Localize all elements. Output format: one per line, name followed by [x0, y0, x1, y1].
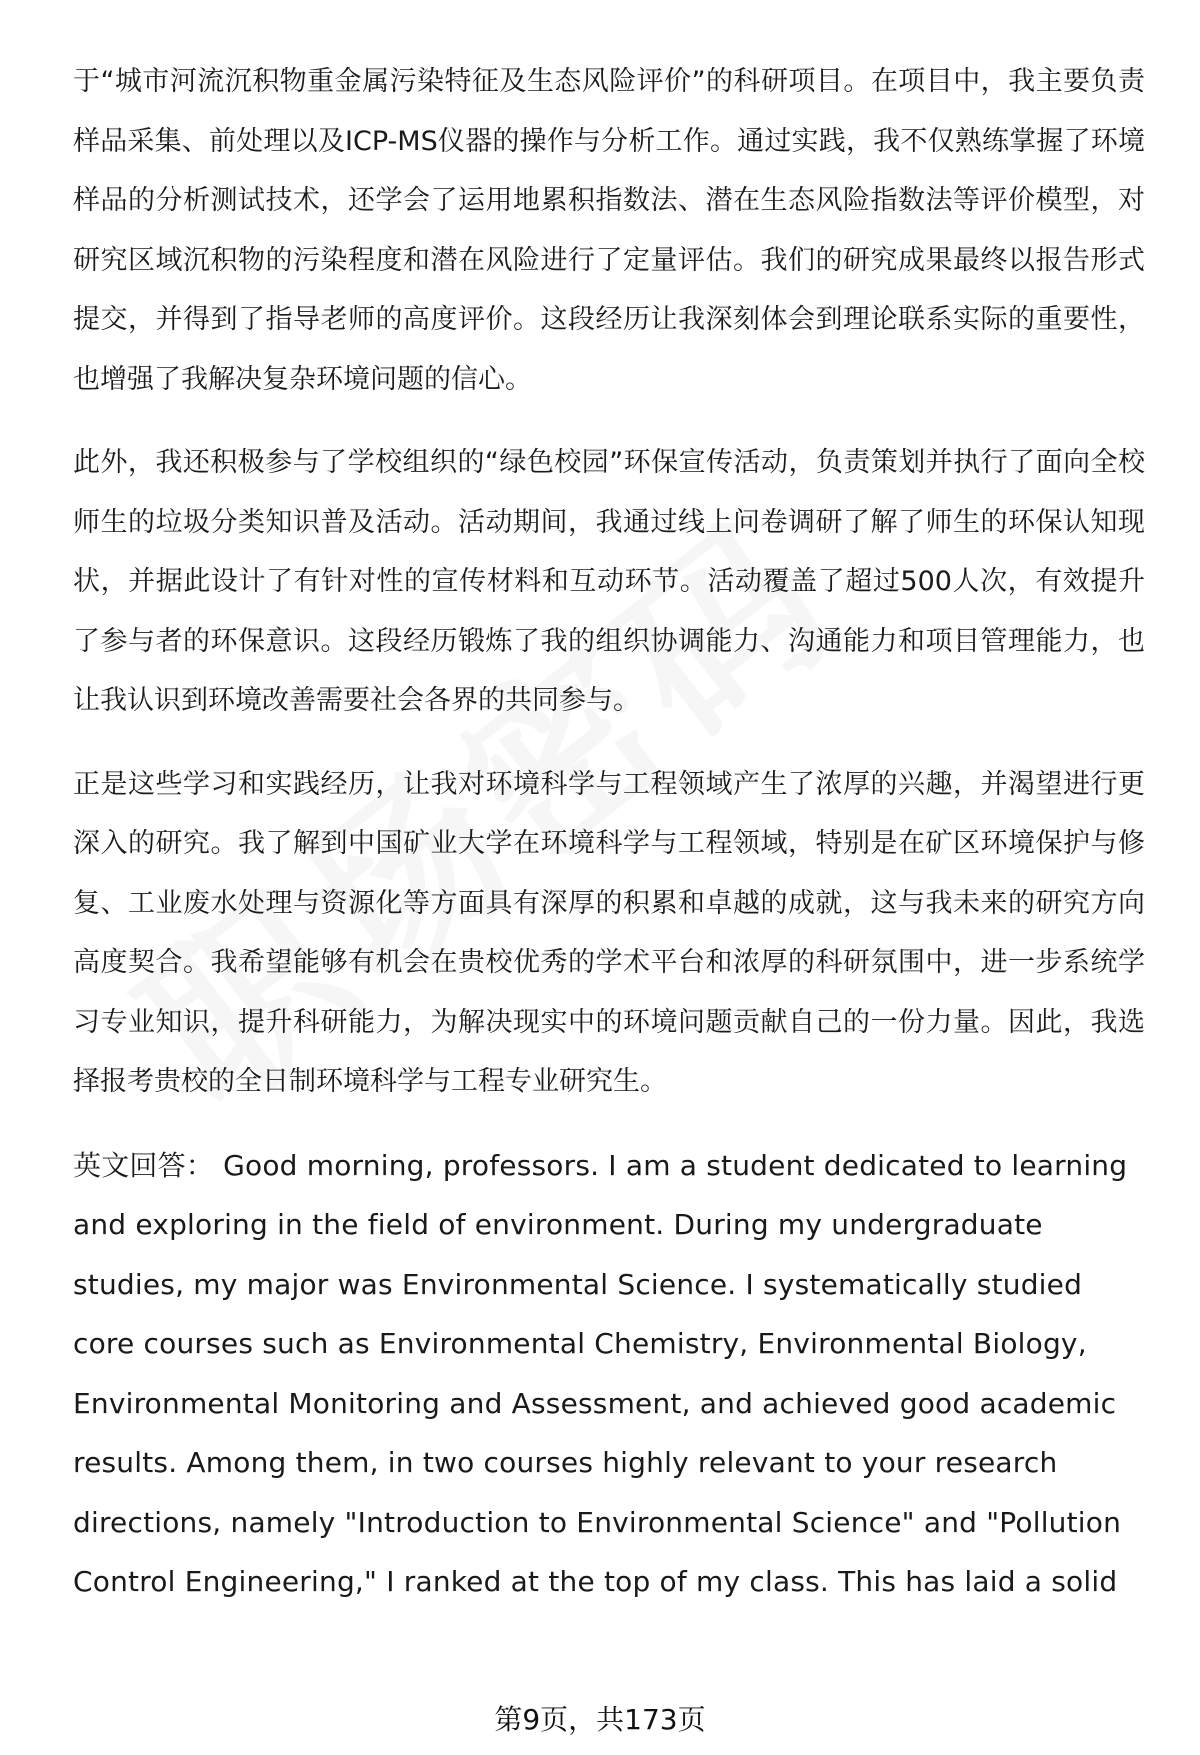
english-answer-label: 英文回答：: [73, 1148, 215, 1182]
paragraph-english-answer: [73, 1136, 1145, 1612]
paragraph-motivation: 正是这些学习和实践经历，让我对环境科学与工程领域产生了浓厚的兴趣，并渴望进行更深入的研究。我了解到中国矿业大学在环境科学与工程领域，特别是在矿区环境保护与修复、工业废水处理与资源化等方面具有深厚的积累和卓越的成就，这与我未来的研究方向高度契合。我希望能够有机会在贵校优秀的学术平台和浓厚的科研氛围中，进一步系统学习专业知识，提升科研能力，为解决现实中的环境问题贡献自己的一份力量。因此，我选择报考贵校的全日制环境科学与工程专业研究生。: [73, 768, 1145, 1097]
paragraph-green-campus: 此外，我还积极参与了学校组织的“绿色校园”环保宣传活动，负责策划并执行了面向全校师生的垃圾分类知识普及活动。活动期间，我通过线上问卷调研了解了师生的环保认知现状，并据此设计了有针对性的宣传材料和互动环节。活动覆盖了超过500人次，有效提升了参与者的环保意识。这段经历锻炼了我的组织协调能力、沟通能力和项目管理能力，也让我认识到环境改善需要社会各界的共同参与。: [73, 447, 1145, 716]
paragraph-research-project: 于“城市河流沉积物重金属污染特征及生态风险评价”的科研项目。在项目中，我主要负责样品采集、前处理以及ICP-MS仪器的操作与分析工作。通过实践，我不仅熟练掌握了环境样品的分析测试技术，还学会了运用地累积指数法、潜在生态风险指数法等评价模型，对研究区域沉积物的污染程度和潜在风险进行了定量评估。我们的研究成果最终以报告形式提交，并得到了指导老师的高度评价。这段经历让我深刻体会到理论联系实际的重要性，也增强了我解决复杂环境问题的信心。: [73, 66, 1145, 395]
document-body: [73, 52, 1145, 1636]
page-number-footer: 第9页，共173页: [494, 1703, 706, 1736]
english-answer-text: Good morning, professors. I am a student dedicated to learning and exploring in the field of environment. During my undergraduate studies, my major was Environmental Science. I systematically studied core courses such as Environmental Chemistry, Environmental Biology, Environmental Monitoring and Assessment, and achieved good academic results. Among them, in two courses highly relevant to your research directions, namely "Introduction to Environmental Science" and "Pollution Control Engineering," I ranked at the top of my class. This has laid a solid: [73, 1148, 1128, 1598]
